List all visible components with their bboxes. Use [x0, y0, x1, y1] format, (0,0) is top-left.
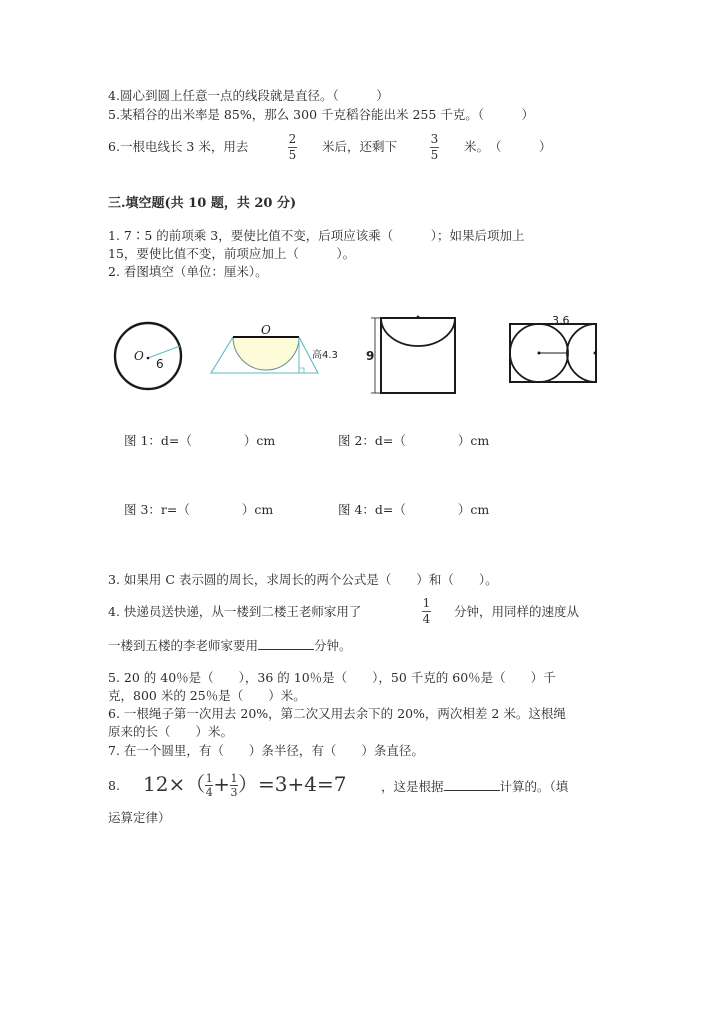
fill-q4-line1: 4. 快递员送快递，从一楼到二楼王老师家用了	[108, 604, 362, 619]
plus-sign: +	[213, 772, 230, 796]
q-text: 分钟。	[314, 638, 352, 653]
answer-underline[interactable]	[258, 637, 314, 650]
judgement-q6-middle: 米后，还剩下	[322, 139, 398, 154]
answer-label: 图 4：d=（	[338, 502, 406, 517]
fraction-one-quarter	[422, 597, 431, 626]
numerator: 2	[288, 132, 297, 146]
q-text: 圆心到圆上任意一点的线段就是直径。（ ）	[119, 88, 389, 103]
numerator: 3	[430, 132, 439, 146]
denominator: 3	[230, 786, 238, 799]
fill-q6-line2: 原来的长（ ）米。	[108, 724, 234, 739]
fill-q4-line1-after: 分钟，用同样的速度从	[454, 604, 580, 619]
figure-2-trapezoid-semicircle	[206, 322, 356, 382]
answer-label: 图 3：r=（	[124, 502, 190, 517]
top-label: 3.6	[552, 314, 570, 327]
answer-unit: ）cm	[457, 433, 490, 448]
numerator: 1	[230, 772, 238, 785]
fraction-two-fifths	[288, 133, 297, 162]
center-label: O	[261, 323, 271, 337]
fill-q8-line2: 运算定律）	[108, 810, 171, 825]
q-number: 4.	[108, 88, 120, 103]
answer-unit: ）cm	[243, 433, 276, 448]
figure-3-square-semicircle	[366, 312, 462, 398]
fraction-three-fifths	[430, 133, 439, 162]
fill-q5-line2: 克，800 米的 25％是（ ）米。	[108, 688, 306, 703]
fill-q8-text	[381, 778, 568, 795]
center-label: O	[134, 349, 144, 363]
denominator: 4	[205, 786, 213, 799]
answer-unit: ）cm	[241, 502, 274, 517]
q-text: 一根电线长 3 米，用去	[119, 139, 249, 154]
fraction-one-third	[230, 773, 238, 798]
denominator: 5	[288, 148, 297, 162]
figure-4-rectangle-circles	[506, 312, 602, 388]
q-number: 6.	[108, 139, 120, 154]
side-label: 9	[366, 349, 375, 363]
judgement-q6	[108, 139, 248, 155]
q-number: 5.	[108, 107, 120, 122]
fill-q1-line2: 15，要使比值不变，前项应加上（ ）。	[108, 246, 356, 261]
fill-q4-line2	[108, 637, 352, 654]
expr-suffix: ）=3+4=7	[237, 772, 347, 796]
radius-label: 6	[156, 357, 164, 371]
answer-underline[interactable]	[444, 778, 500, 791]
fill-q7: 7. 在一个圆里，有（ ）条半径，有（ ）条直径。	[108, 743, 424, 758]
fig2-answer	[338, 433, 489, 449]
answer-label: 图 2：d=（	[338, 433, 406, 448]
judgement-q6-after: 米。 （ ）	[464, 139, 552, 154]
q-text: 计算的。（填	[499, 779, 569, 794]
fill-q2: 2. 看图填空（单位：厘米）。	[108, 264, 268, 279]
q-text: ，这是根据	[381, 779, 444, 794]
fig4-answer	[338, 502, 489, 518]
fig1-answer	[124, 433, 275, 449]
fill-q1-line1: 1. 7∶5 的前项乘 3，要使比值不变，后项应该乘（ ）；如果后项加上	[108, 228, 525, 243]
fill-q8-number: 8.	[108, 778, 120, 793]
answer-unit: ）cm	[457, 502, 490, 517]
expr-prefix: 12×（	[143, 772, 206, 796]
section-title: 三.填空题(共 10 题，共 20 分)	[108, 196, 297, 211]
fill-q3: 3. 如果用 C 表示圆的周长，求周长的两个公式是（ ）和（ ）。	[108, 572, 498, 587]
height-label: 高4.3	[312, 350, 338, 361]
fill-q6-line1: 6. 一根绳子第一次用去 20%，第二次又用去余下的 20%，两次相差 2 米。这根绳	[108, 706, 566, 721]
answer-label: 图 1：d=（	[124, 433, 192, 448]
q-text: 一楼到五楼的李老师家要用	[108, 638, 259, 653]
q-text: 某稻谷的出米率是 85%，那么 300 千克稻谷能出米 255 千克。（ ）	[119, 107, 535, 122]
judgement-q5	[108, 107, 534, 123]
numerator: 1	[205, 772, 213, 785]
fill-q5-line1: 5. 20 的 40％是（ ），36 的 10％是（ ），50 千克的 60％是（ ）千	[108, 670, 556, 685]
denominator: 5	[430, 148, 439, 162]
judgement-q4	[108, 88, 389, 104]
denominator: 4	[422, 612, 431, 626]
figure-1-circle	[110, 318, 190, 398]
fig3-answer	[124, 502, 273, 518]
numerator: 1	[422, 596, 431, 610]
fill-q8-expression	[143, 772, 346, 798]
